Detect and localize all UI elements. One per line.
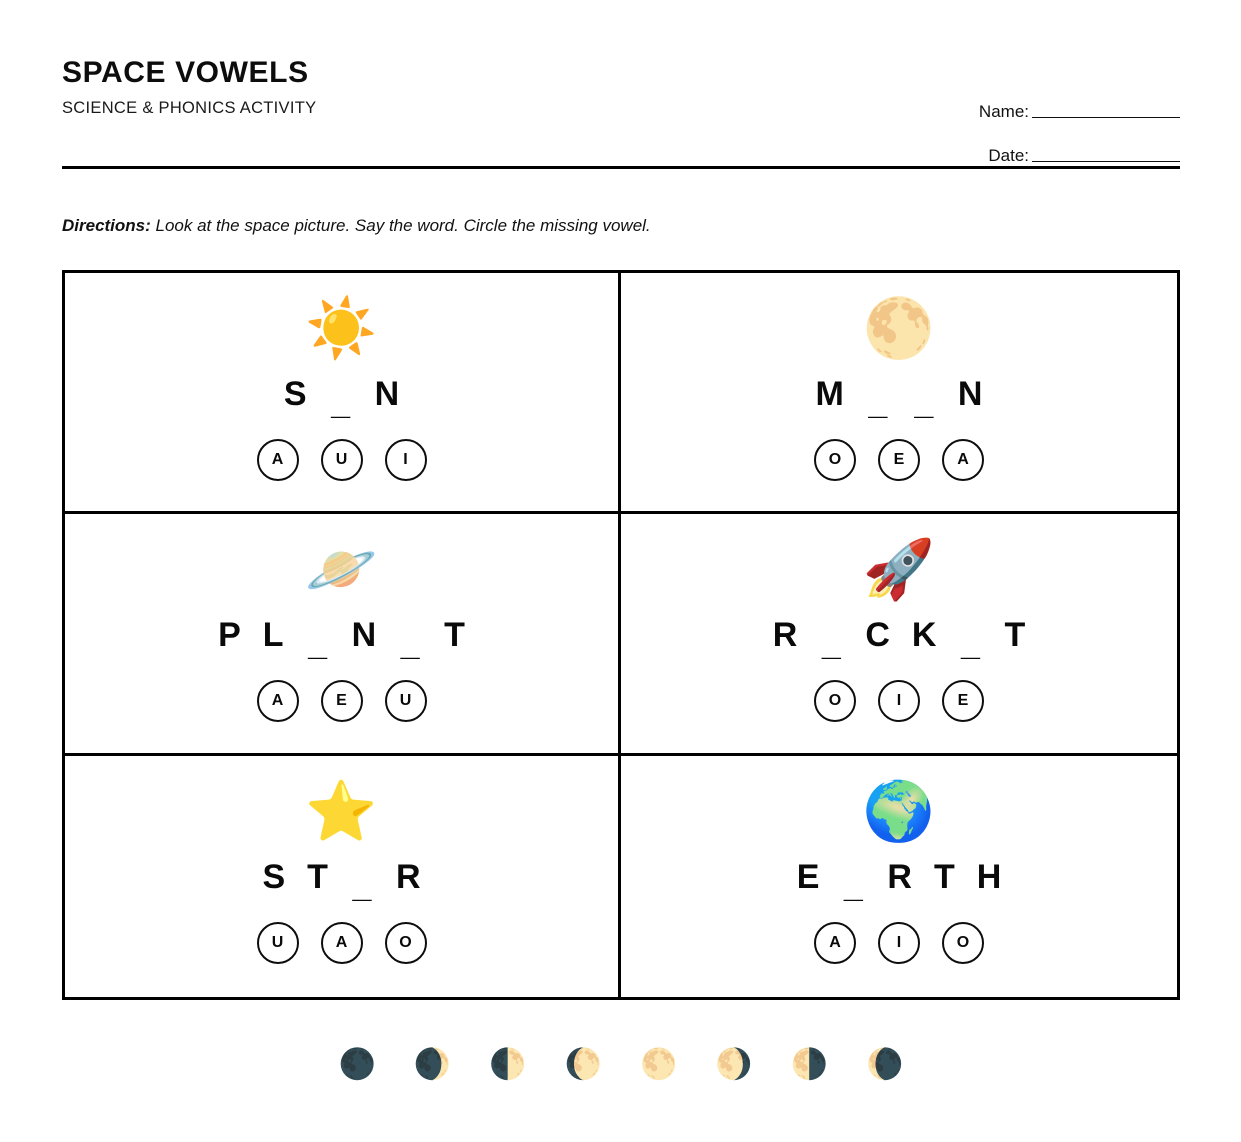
word-letter: H xyxy=(976,857,1002,896)
vowel-options xyxy=(257,439,427,481)
word-letter: K xyxy=(911,616,937,655)
vowel-option-circle[interactable]: E xyxy=(942,680,984,722)
word-prompt xyxy=(794,858,1005,906)
word-letter: L xyxy=(262,616,284,655)
word-letter: N xyxy=(957,375,983,413)
word-letter: N xyxy=(351,616,377,655)
missing-letter-blank[interactable]: _ xyxy=(352,866,372,905)
vowel-options xyxy=(257,680,427,722)
word-letter: S xyxy=(283,375,307,413)
worksheet-header xyxy=(62,56,1180,168)
vowel-option-circle[interactable]: U xyxy=(321,439,363,481)
vowel-option-circle[interactable]: I xyxy=(878,680,920,722)
vowel-options xyxy=(814,439,984,481)
page-subtitle: SCIENCE & PHONICS ACTIVITY xyxy=(62,99,317,117)
question-cell xyxy=(621,514,1177,755)
first-quarter-moon-icon: 🌓 xyxy=(489,1048,527,1081)
page-title: SPACE VOWELS xyxy=(62,56,309,89)
missing-letter-blank[interactable]: _ xyxy=(308,625,328,664)
full-moon-icon: 🌕 xyxy=(862,296,936,361)
missing-letter-blank[interactable]: _ xyxy=(331,384,351,422)
directions-text xyxy=(62,215,651,237)
vowel-option-circle[interactable]: O xyxy=(814,680,856,722)
waxing-gibbous-moon-icon: 🌔 xyxy=(564,1048,602,1081)
new-moon-icon: 🌑 xyxy=(338,1048,376,1081)
vowel-options xyxy=(814,680,984,722)
word-letter: T xyxy=(933,857,955,896)
question-cell xyxy=(621,756,1177,997)
moon-phase-strip xyxy=(62,1030,1180,1100)
vowel-option-circle[interactable]: E xyxy=(878,439,920,481)
worksheet-page xyxy=(62,0,1180,1142)
waning-crescent-moon-icon: 🌘 xyxy=(866,1048,904,1081)
question-cell xyxy=(65,756,621,997)
missing-letter-blank[interactable]: _ xyxy=(400,625,420,664)
word-letter: T xyxy=(307,857,328,896)
vowel-option-circle[interactable]: E xyxy=(321,680,363,722)
vowel-option-circle[interactable]: I xyxy=(385,439,427,481)
missing-letter-blank[interactable]: _ xyxy=(821,625,841,664)
question-cell xyxy=(65,514,621,755)
vowel-option-circle[interactable]: A xyxy=(257,439,299,481)
word-letter: C xyxy=(865,616,890,655)
word-letter: S xyxy=(262,857,286,896)
word-letter: R xyxy=(887,857,912,896)
rocket-icon: 🚀 xyxy=(862,537,936,603)
vowel-option-circle[interactable]: A xyxy=(321,922,363,964)
question-cell xyxy=(65,273,621,514)
word-prompt xyxy=(215,616,468,664)
waxing-crescent-moon-icon: 🌒 xyxy=(413,1048,452,1081)
ringed-planet-icon: 🪐 xyxy=(305,537,378,603)
star-icon: ⭐ xyxy=(305,778,378,844)
word-prompt xyxy=(770,616,1028,664)
header-divider-rule xyxy=(62,166,1180,169)
missing-letter-blank[interactable]: _ xyxy=(914,384,934,422)
word-prompt xyxy=(281,375,402,423)
last-quarter-moon-icon: 🌗 xyxy=(790,1048,829,1081)
directions-label: Directions: xyxy=(62,216,151,235)
vowel-option-circle[interactable]: O xyxy=(814,439,856,481)
directions-body: Look at the space picture. Say the word. Circle the missing vowel. xyxy=(150,216,651,235)
date-label: Date: xyxy=(988,146,1029,165)
word-letter: T xyxy=(1004,616,1026,655)
vowel-option-circle[interactable]: U xyxy=(385,680,427,722)
word-letter: R xyxy=(772,616,798,655)
sun-icon: ☀️ xyxy=(305,296,378,361)
name-label: Name: xyxy=(978,102,1029,121)
vowel-option-circle[interactable]: A xyxy=(814,922,856,964)
missing-letter-blank[interactable]: _ xyxy=(843,866,863,905)
word-letter: R xyxy=(395,857,421,896)
full-moon-icon: 🌕 xyxy=(640,1048,678,1081)
student-meta-block xyxy=(850,78,1180,166)
vowel-option-circle[interactable]: A xyxy=(257,680,299,722)
word-letter: P xyxy=(218,616,241,655)
date-input-line[interactable] xyxy=(1032,161,1180,162)
word-letter: E xyxy=(796,857,820,896)
title-block xyxy=(62,56,316,118)
vowel-option-circle[interactable]: O xyxy=(942,922,984,964)
earth-globe-icon: 🌍 xyxy=(862,778,936,844)
vowel-option-circle[interactable]: A xyxy=(942,439,984,481)
name-input-line[interactable] xyxy=(1032,117,1180,118)
question-cell xyxy=(621,273,1177,514)
date-row xyxy=(850,122,1180,166)
word-prompt xyxy=(813,375,986,423)
vowel-options xyxy=(257,922,427,964)
word-letter: M xyxy=(815,375,844,413)
word-letter: N xyxy=(374,375,400,413)
name-row xyxy=(850,78,1180,122)
vowel-options xyxy=(814,922,984,964)
waning-gibbous-moon-icon: 🌖 xyxy=(715,1048,753,1081)
missing-letter-blank[interactable]: _ xyxy=(960,625,980,664)
vowel-option-circle[interactable]: U xyxy=(257,922,299,964)
word-letter: T xyxy=(444,616,465,655)
vowel-option-circle[interactable]: I xyxy=(878,922,920,964)
questions-grid xyxy=(62,270,1180,1000)
vowel-option-circle[interactable]: O xyxy=(385,922,427,964)
word-prompt xyxy=(259,858,423,906)
missing-letter-blank[interactable]: _ xyxy=(868,384,888,422)
